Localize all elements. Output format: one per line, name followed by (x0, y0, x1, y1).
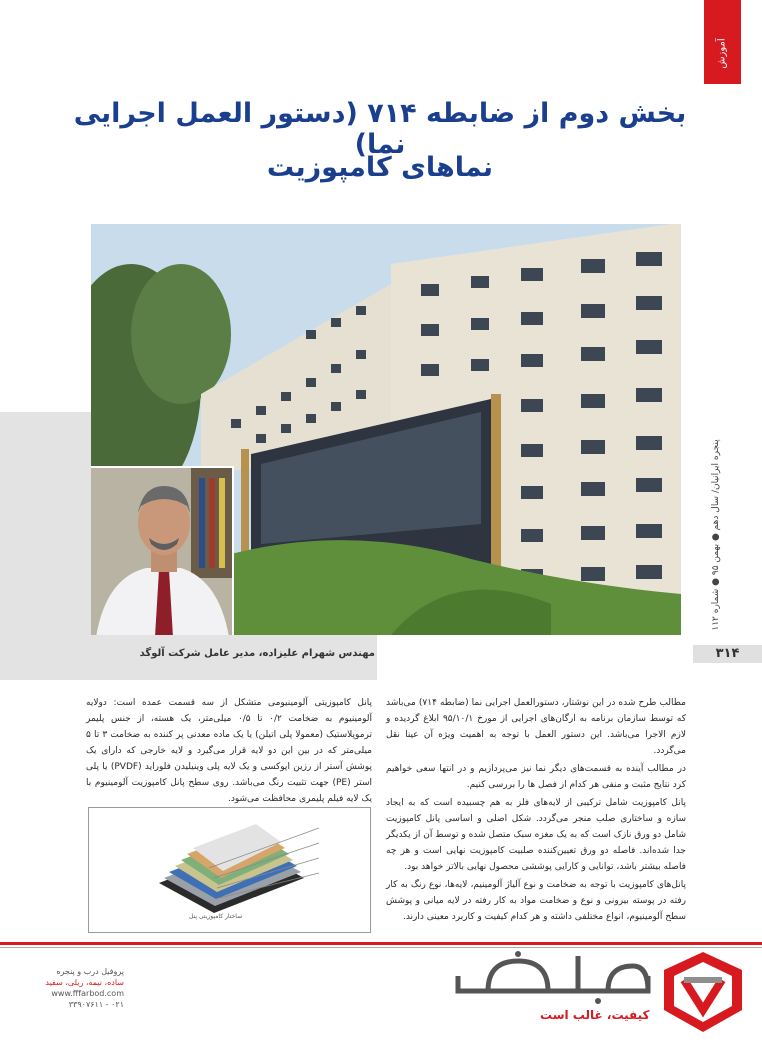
article-title: بخش دوم از ضابطه ۷۱۴ (دستور العمل اجرایی نما) (73, 98, 687, 160)
journal-side-strip (706, 430, 726, 645)
ad-line: ساده، نیمه، ریلی، سفید (45, 978, 124, 987)
paragraph: پانل‌های کامپوزیت با توجه به ضخامت و نوع آلیاژ آلومینیم، لایه‌ها، نوع رنگ به کار رفته در پوسته بیرونی و نوع و ضخامت مواد به کار رفته در لایه میانی و پوشش سطح آلومینیوم، انواع مختلفی داشته و هر کدام کیفیت و کاربرد معینی دارند. (386, 880, 686, 922)
paragraph: مطالب طرح شده در این نوشتار، دستورالعمل اجرایی نما (ضابطه ۷۱۴) می‌باشد که توسط سازمان برنامه به ارگان‌های اجرایی از مورخ ۹۵/۱۰/۱ ابلاغ گردیده و لازم الاجرا می‌باشد. این دستور العمل با توجه به اهمیت ویژه آن عینا نقل می‌گردد. (386, 698, 686, 756)
ad-line: پروفیل درب و پنجره (56, 967, 124, 976)
brand-wordmark (448, 946, 658, 1006)
article-subtitle: نماهای کامپوزیت (266, 152, 494, 183)
brand-tagline: کیفیت، غالب است (540, 1008, 650, 1022)
section-tab-label: آموزش (716, 38, 728, 69)
right-text-column (386, 695, 686, 927)
paragraph: پانل کامپوزیتی آلومینیومی متشکل از سه قسمت عمده است: دولایه آلومینیوم به ضخامت ۰/۲ تا ۰/۵ میلی‌متر، یک هسته، از جنس پلیمر ترموپلاستیک (معمولا پلی اتیلن) یا یک ماده معدنی پر کننده به ضخامت ۳ تا ۵ میلی‌متر که در بین این دو لایه قرار می‌گیرد و لایه خارجی که دارای یک پوشش آستر از رزین اپوکسی و یک لایه پلی وینیلیدن فلوراید (PVDF) یا پلی استر (PE) جهت تثبیت رنگ می‌باشد. روی سطح پانل کامپوزیت آلومینیوم با یک لایه فیلم پلیمری محافظت می‌شود. (86, 698, 372, 804)
journal-issue-text: پنجره ایرانیان/ سال دهم ● بهمن ۹۵ ● شماره ۱۱۲ (711, 439, 721, 631)
left-text-column (86, 695, 372, 809)
portrait-photo (91, 466, 234, 635)
photo-caption: مهندس شهرام علیزاده، مدیر عامل شرکت آلوگد (139, 648, 375, 659)
paragraph: پانل کامپوزیت شامل ترکیبی از لایه‌های فلز به هم چسبیده است که به ایجاد سازه و ساختاری صلب منجر می‌گردد. شکل اصلی و اساسی پانل کامپوزیت شامل دو ورق نازک است که به یک مغزه سبک متصل شده و توسط آن از یکدیگر جدا شده‌اند. فاصله دو ورق تعیین‌کننده صلبیت کامپوزیت نهایی است و هر چه فاصله بیشتر باشد، توانایی و کارایی پوششی محصول نهایی بالاتر خواهد بود. (386, 798, 686, 872)
ad-line: www.fffarbod.com (51, 989, 124, 998)
composite-panel-diagram (88, 807, 371, 933)
page-number: ۳۱۴ (693, 645, 762, 663)
ad-text-block (44, 966, 124, 1010)
ad-line: ۰۲۱ - ۳۳۹۰۷۶۱۱ (68, 1000, 124, 1009)
brand-logo-icon (662, 950, 744, 1034)
figure-caption: ساختار کامپوزیتی پنل (189, 913, 243, 920)
section-tab (704, 0, 741, 84)
paragraph: در مطالب آینده به قسمت‌های دیگر نما نیز می‌پردازیم و در انتها سعی خواهیم کرد نتایج مثبت و منفی هر کدام از فصل ها را بررسی کنیم. (386, 764, 686, 790)
footer-red-rule (0, 942, 762, 945)
